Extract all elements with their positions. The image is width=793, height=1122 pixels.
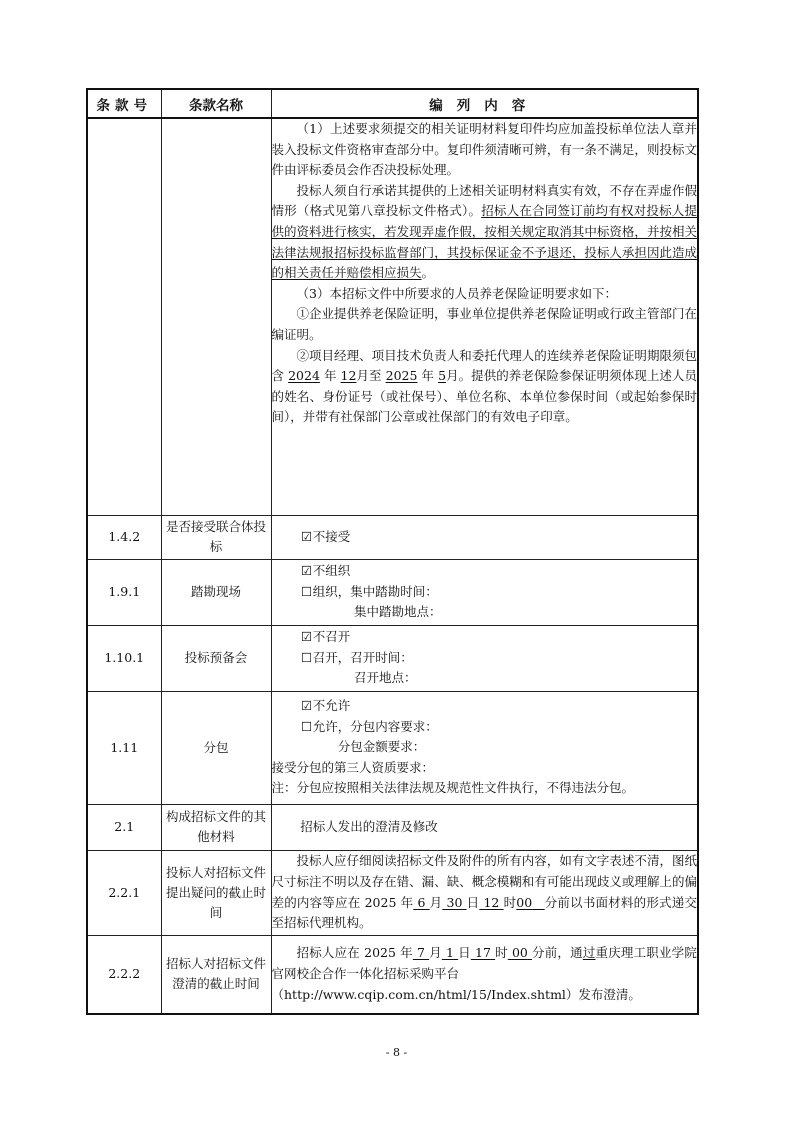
- clause-content: ☑不召开 ☐召开，召开时间： 召开地点：: [271, 625, 698, 691]
- checked-checkbox-icon: ☑: [300, 528, 313, 544]
- header-clause-name: 条款名称: [161, 89, 271, 118]
- table-row: [87, 691, 698, 804]
- underlined-text: 招标人在合同签订前均有权对投标人提供的资料进行核实，若发现弄虚作假，按相关规定取消其中标资格，并按相关法律法规报招标投标监督部门，其投标保证金不予退还，投标人承担因此造成的相关责任并赔偿相应损失: [271, 203, 697, 281]
- empty-checkbox-icon: ☐: [300, 583, 313, 599]
- header-content: 编列内容: [271, 89, 698, 118]
- clause-content: 招标人发出的澄清及修改: [271, 804, 698, 850]
- table-row: [87, 118, 698, 515]
- clause-name: 分包: [161, 691, 271, 804]
- checked-checkbox-icon: ☑: [300, 698, 313, 714]
- clause-content: ☑不组织 ☐组织，集中踏勘时间： 集中踏勘地点：: [271, 559, 698, 625]
- table-row: [87, 935, 698, 1014]
- table-row: [87, 515, 698, 559]
- paragraph: ②项目经理、项目技术负责人和委托代理人的连续养老保险证明期限须包含 2024 年 12月至 2025 年 5月。提供的养老保险参保证明须体现上述人员的姓名、身份证号（或社保号）、单位名称、本单位参保时间（或起始参保时间），并带有社保部门公章或社保部门的有效电子印章。: [271, 347, 697, 425]
- clause-name: [161, 118, 271, 515]
- empty-checkbox-icon: ☐: [300, 718, 313, 734]
- header-clause-number: 条款号: [87, 89, 161, 118]
- table-row: [87, 804, 698, 850]
- clause-number: 2.1: [87, 804, 161, 850]
- table-row: [87, 850, 698, 935]
- clause-number: 1.9.1: [87, 559, 161, 625]
- table-row: [87, 559, 698, 625]
- clause-number: [87, 118, 161, 515]
- url-text: （http://www.cqip.com.cn/html/15/Index.shtml）发布澄清。: [271, 986, 641, 1002]
- clause-name: 构成招标文件的其他材料: [161, 804, 271, 850]
- clause-name: 踏勘现场: [161, 559, 271, 625]
- clause-name: 招标人对招标文件澄清的截止时间: [161, 935, 271, 1014]
- clause-number: 1.10.1: [87, 625, 161, 691]
- clause-content: 投标人应仔细阅读招标文件及附件的所有内容，如有文字表述不清，图纸尺寸标注不明以及存在错、漏、缺、概念模糊和有可能出现歧义或理解上的偏差的内容等应在 2025 年 6 月 30 日 12 时00 分前以书面材料的形式递交至招标代理机构。: [271, 850, 698, 935]
- clause-table: [86, 88, 699, 1015]
- clause-number: 1.11: [87, 691, 161, 804]
- page-number: - 8 -: [385, 1046, 408, 1059]
- clause-number: 1.4.2: [87, 515, 161, 559]
- empty-checkbox-icon: ☐: [300, 649, 313, 665]
- paragraph: （1）上述要求须提交的相关证明材料复印件均应加盖投标单位法人章并装入投标文件资格审查部分中。复印件须清晰可辨，有一条不满足，则投标文件由评标委员会作否决投标处理。: [271, 121, 697, 178]
- clause-name: 投标人对招标文件提出疑问的截止时间: [161, 850, 271, 935]
- clause-name: 是否接受联合体投标: [161, 515, 271, 559]
- clause-content: ☑不接受: [271, 515, 698, 559]
- paragraph: （3）本招标文件中所要求的人员养老保险证明要求如下：: [296, 285, 617, 301]
- checked-checkbox-icon: ☑: [300, 629, 313, 645]
- clause-number: 2.2.2: [87, 935, 161, 1014]
- clause-number: 2.2.1: [87, 850, 161, 935]
- checked-checkbox-icon: ☑: [300, 563, 313, 579]
- clause-name: 投标预备会: [161, 625, 271, 691]
- clause-content: [271, 118, 698, 515]
- paragraph: 投标人须自行承诺其提供的上述相关证明材料真实有效，不存在弄虚作假情形（格式见第八章投标文件格式）。招标人在合同签订前均有权对投标人提供的资料进行核实，若发现弄虚作假，按相关规定取消其中标资格，并按相关法律法规报招标投标监督部门，其投标保证金不予退还，投标人承担因此造成的相关责任并赔偿相应损失。: [271, 182, 697, 281]
- clause-content: 招标人应在 2025 年 7 月 1 日 17 时 00 分前，通过重庆理工职业学院官网校企合作一体化招标采购平台 （http://www.cqip.com.cn/html/15/Index.shtml）发布澄清。: [271, 935, 698, 1014]
- table-header-row: [87, 89, 698, 118]
- paragraph: ①企业提供养老保险证明，事业单位提供养老保险证明或行政主管部门在编证明。: [271, 306, 697, 342]
- table-row: [87, 625, 698, 691]
- clause-content: ☑不允许 ☐允许，分包内容要求： 分包金额要求： 接受分包的第三人资质要求： 注：分包应按照相关法律法规及规范性文件执行，不得违法分包。: [271, 691, 698, 804]
